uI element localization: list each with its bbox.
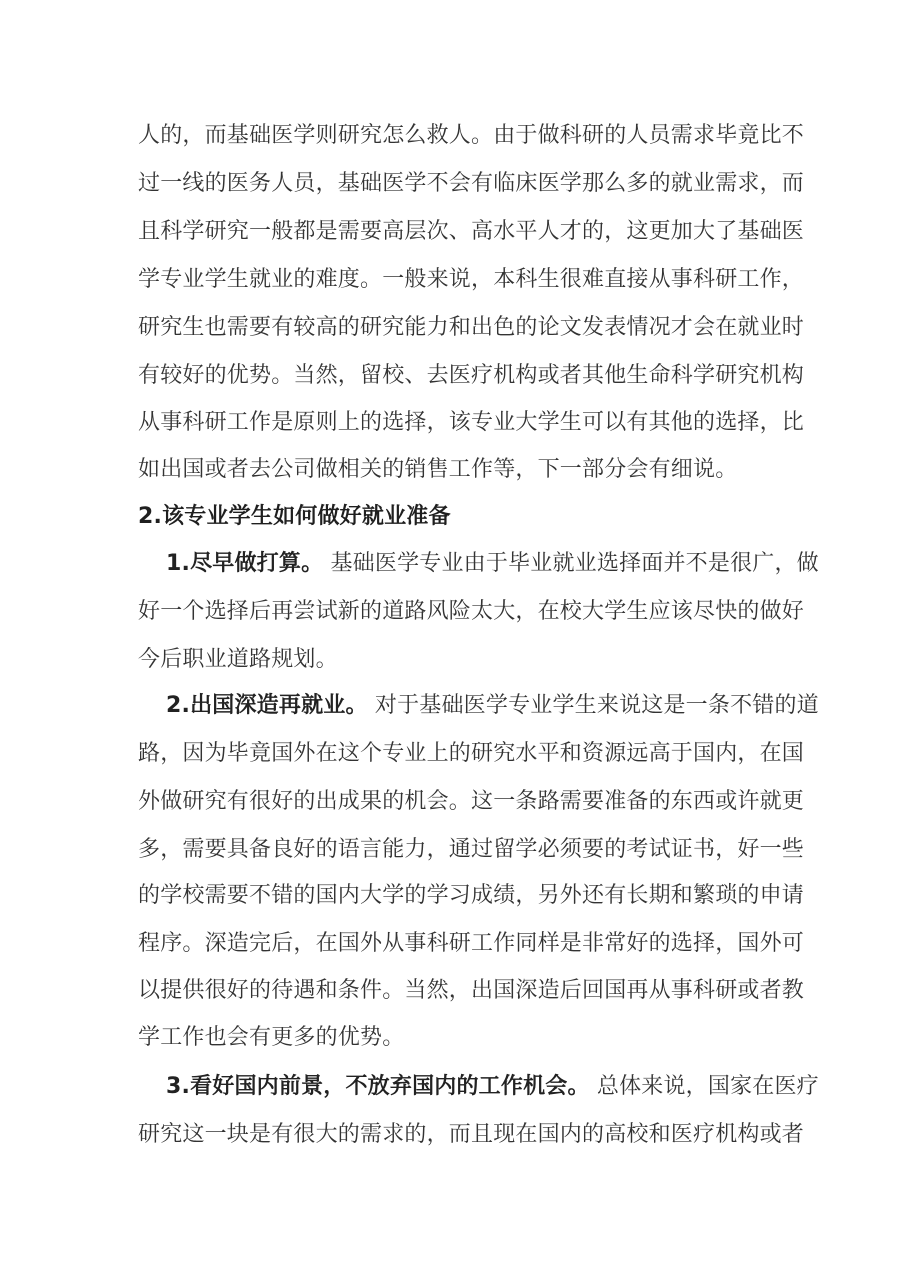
- item-1-text: 基础医学专业由于毕业就业选择面并不是很广，做: [330, 551, 819, 576]
- item-2-first-line: [166, 691, 819, 721]
- item-3-text: 总体来说，国家在医疗: [596, 1074, 819, 1099]
- paragraph-line: 的学校需要不错的国内大学的学习成绩，另外还有长期和繁琐的申请: [138, 883, 805, 908]
- paragraph-line: 好一个选择后再尝试新的道路风险太大，在校大学生应该尽快的做好: [138, 599, 805, 624]
- paragraph-line: 外做研究有很好的出成果的机会。这一条路需要准备的东西或许就更: [138, 789, 805, 814]
- paragraph-line: 从事科研工作是原则上的选择，该专业大学生可以有其他的选择，比: [138, 410, 805, 435]
- paragraph-line: 程序。深造完后，在国外从事科研工作同样是非常好的选择，国外可: [138, 931, 805, 956]
- item-2-text: 对于基础医学专业学生来说这是一条不错的道: [374, 693, 819, 718]
- paragraph-line: 且科学研究一般都是需要高层次、高水平人才的，这更加大了基础医: [138, 219, 805, 244]
- paragraph-line: 如出国或者去公司做相关的销售工作等，下一部分会有细说。: [138, 457, 738, 482]
- paragraph-line: 学工作也会有更多的优势。: [138, 1025, 405, 1050]
- paragraph-line: 过一线的医务人员，基础医学不会有临床医学那么多的就业需求，而: [138, 171, 805, 196]
- item-3-label: 3.看好国内前景，不放弃国内的工作机会。: [166, 1074, 590, 1099]
- paragraph-line: 学专业学生就业的难度。一般来说，本科生很难直接从事科研工作，: [138, 267, 805, 292]
- item-1-first-line: [166, 549, 819, 579]
- paragraph-line: 今后职业道路规划。: [138, 647, 338, 672]
- item-1-label: 1.尽早做打算。: [166, 551, 324, 576]
- item-2-label: 2.出国深造再就业。: [166, 693, 368, 718]
- paragraph-line: 以提供很好的待遇和条件。当然，出国深造后回国再从事科研或者教: [138, 978, 805, 1003]
- paragraph-line: 人的，而基础医学则研究怎么救人。由于做科研的人员需求毕竟比不: [138, 123, 805, 148]
- section-heading: 2.该专业学生如何做好就业准备: [138, 504, 451, 529]
- paragraph-line: 研究这一块是有很大的需求的，而且现在国内的高校和医疗机构或者: [138, 1122, 805, 1147]
- paragraph-line: 路，因为毕竟国外在这个专业上的研究水平和资源远高于国内，在国: [138, 741, 805, 766]
- paragraph-line: 有较好的优势。当然，留校、去医疗机构或者其他生命科学研究机构: [138, 363, 805, 388]
- item-3-first-line: [166, 1072, 819, 1102]
- paragraph-line: 多，需要具备良好的语言能力，通过留学必须要的考试证书，好一些: [138, 837, 805, 862]
- paragraph-line: 研究生也需要有较高的研究能力和出色的论文发表情况才会在就业时: [138, 315, 805, 340]
